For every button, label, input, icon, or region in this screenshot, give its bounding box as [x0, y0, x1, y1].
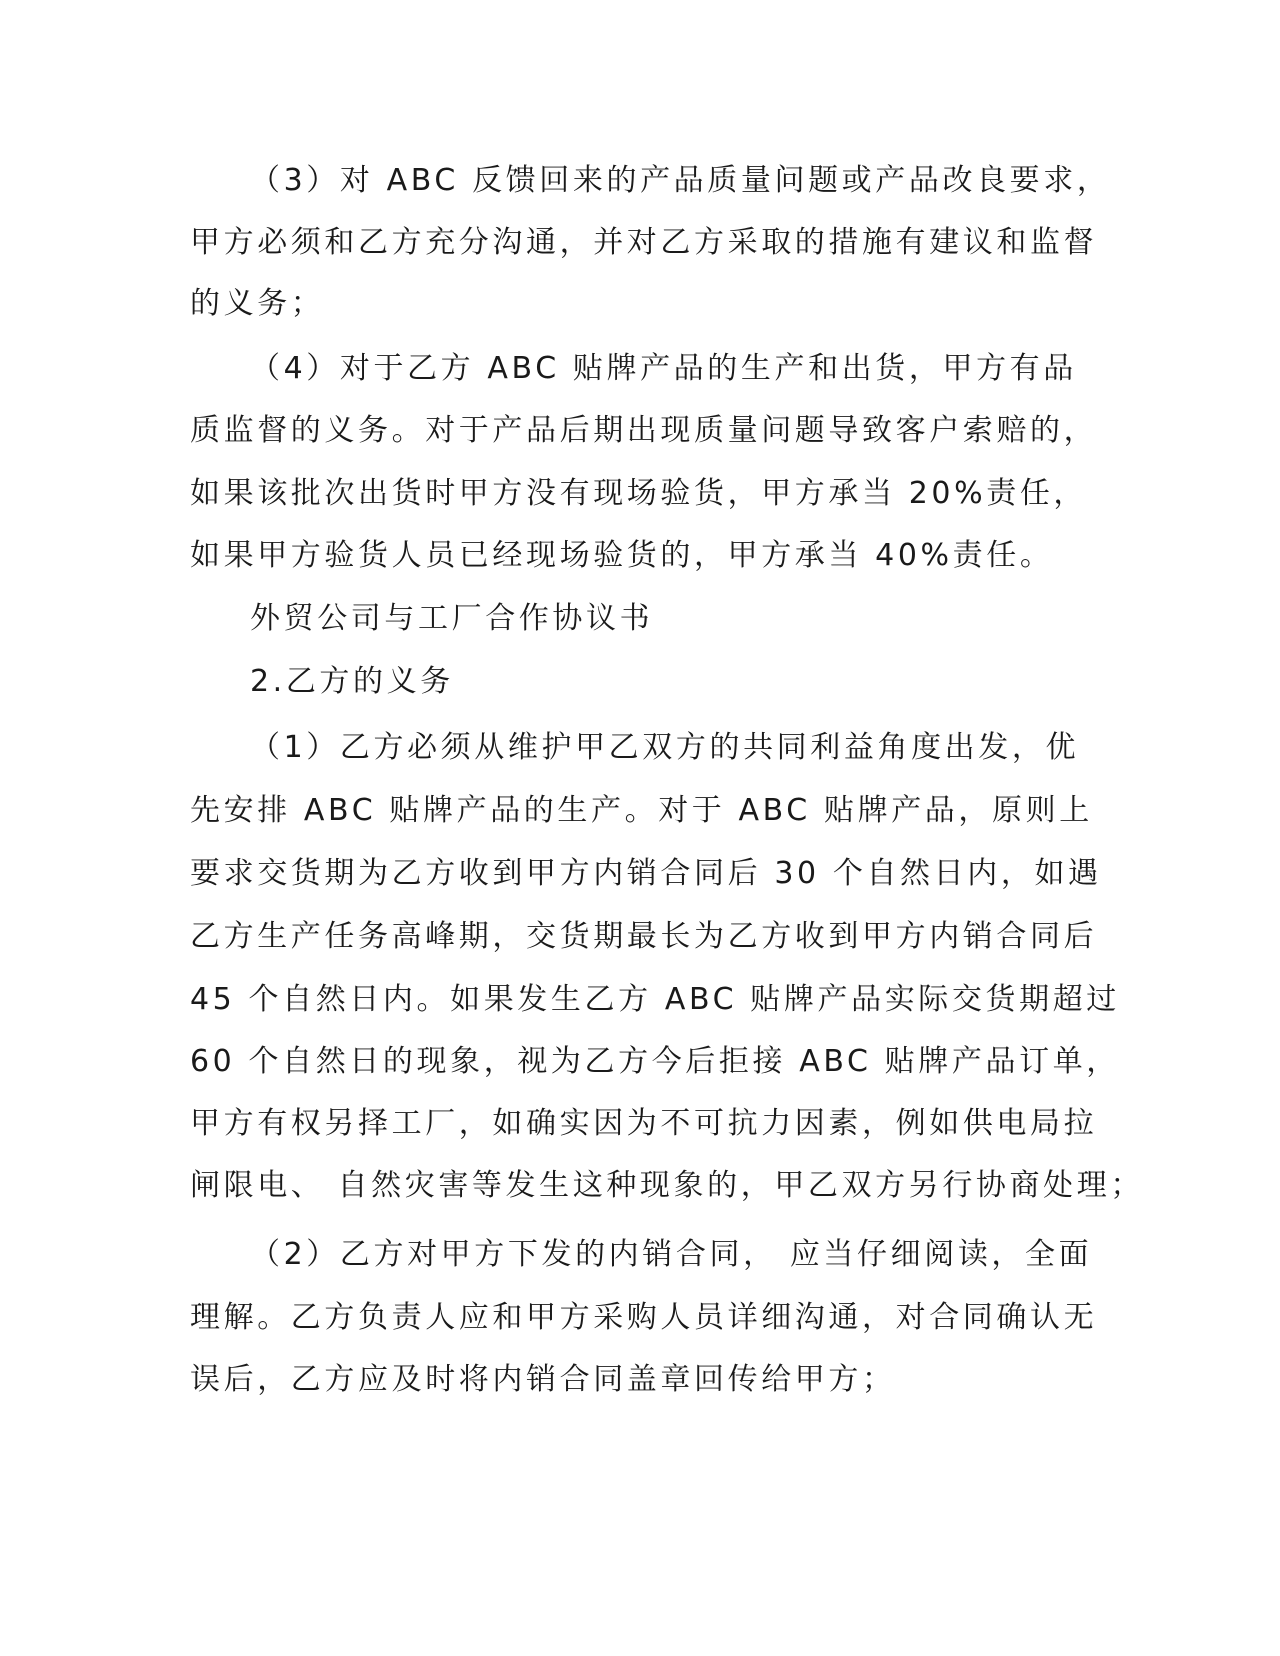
paragraph-2-line-3: 误后，乙方应及时将内销合同盖章回传给甲方； — [190, 1362, 896, 1397]
paragraph-3-line-3: 的义务； — [190, 286, 325, 321]
paragraph-4-line-2: 质监督的义务。对于产品后期出现质量问题导致客户索赔的， — [190, 413, 1098, 448]
paragraph-1-line-7: 甲方有权另择工厂，如确实因为不可抗力因素，例如供电局拉 — [190, 1106, 1098, 1141]
paragraph-1-line-3: 要求交货期为乙方收到甲方内销合同后 30 个自然日内，如遇 — [190, 856, 1102, 891]
section-heading: 2.乙方的义务 — [250, 664, 454, 699]
paragraph-4-line-3: 如果该批次出货时甲方没有现场验货，甲方承当 20%责任， — [190, 476, 1088, 511]
paragraph-4-line-4: 如果甲方验货人员已经现场验货的，甲方承当 40%责任。 — [190, 538, 1054, 573]
paragraph-3-line-1: （3）对 ABC 反馈回来的产品质量问题或产品改良要求， — [250, 163, 1111, 198]
document-title: 外贸公司与工厂合作协议书 — [250, 601, 654, 636]
paragraph-2-line-1: （2）乙方对甲方下发的内销合同， 应当仔细阅读，全面 — [250, 1237, 1093, 1272]
paragraph-3-line-2: 甲方必须和乙方充分沟通，并对乙方采取的措施有建议和监督 — [190, 225, 1098, 260]
paragraph-4-line-1: （4）对于乙方 ABC 贴牌产品的生产和出货，甲方有品 — [250, 351, 1077, 386]
paragraph-1-line-4: 乙方生产任务高峰期，交货期最长为乙方收到甲方内销合同后 — [190, 919, 1098, 954]
paragraph-1-line-2: 先安排 ABC 贴牌产品的生产。对于 ABC 贴牌产品，原则上 — [190, 793, 1093, 828]
paragraph-1-line-5: 45 个自然日内。如果发生乙方 ABC 贴牌产品实际交货期超过 — [190, 982, 1120, 1017]
paragraph-1-line-1: （1）乙方必须从维护甲乙双方的共同利益角度出发，优 — [250, 730, 1080, 765]
paragraph-2-line-2: 理解。乙方负责人应和甲方采购人员详细沟通，对合同确认无 — [190, 1300, 1098, 1335]
paragraph-1-line-6: 60 个自然日的现象，视为乙方今后拒接 ABC 贴牌产品订单， — [190, 1044, 1120, 1079]
paragraph-1-line-8: 闸限电、 自然灾害等发生这种现象的，甲乙双方另行协商处理； — [190, 1168, 1144, 1203]
